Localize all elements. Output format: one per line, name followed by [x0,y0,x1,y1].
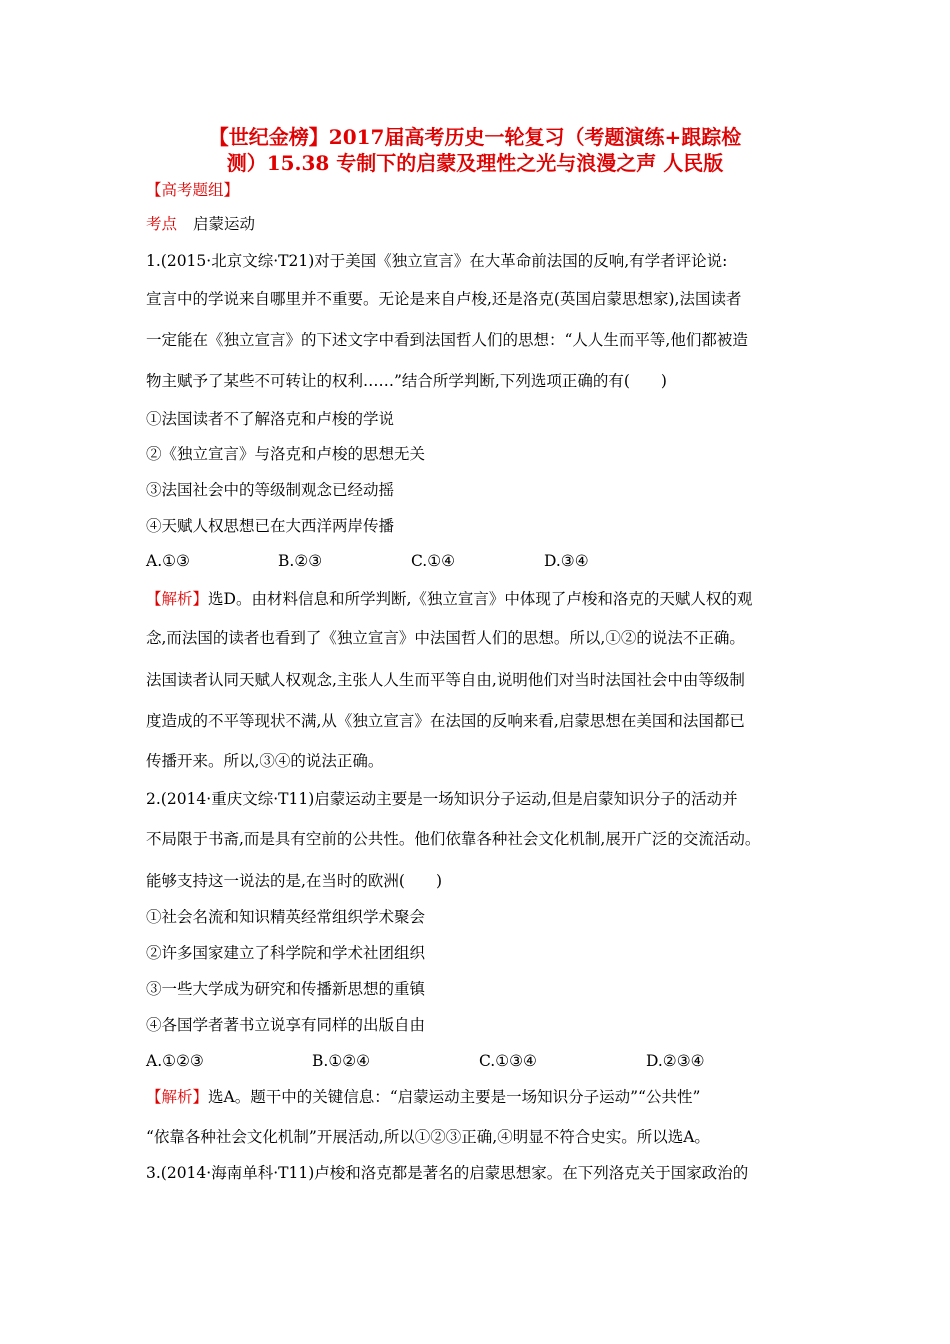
section-tag: 【高考题组】 [146,181,240,199]
q1-statement: ③法国社会中的等级制观念已经动摇 [146,481,395,499]
q1-analysis-text: 选D。由材料信息和所学判断,《独立宣言》中体现了卢梭和洛克的天赋人权的观 [208,590,753,608]
q2-analysis-line [146,1087,700,1107]
q2-statement: ④各国学者著书立说享有同样的出版自由 [146,1016,426,1034]
document-title-line-2: 测）15.38 专制下的启蒙及理性之光与浪漫之声 人民版 [226,151,724,175]
q2-analysis-line: “依靠各种社会文化机制”开展活动,所以①②③正确,④明显不符合史实。所以选A。 [146,1128,710,1146]
q1-analysis-tag: 【解析】 [146,590,209,608]
q2-option-a: A.①②③ [146,1052,204,1070]
document-title-line-1: 【世纪金榜】2017届高考历史一轮复习（考题演练+跟踪检 [208,125,742,149]
q2-statement: ①社会名流和知识精英经常组织学术聚会 [146,908,426,926]
q2-option-d: D.②③④ [646,1052,705,1070]
q2-analysis-text: 选A。题干中的关键信息：“启蒙运动主要是一场知识分子运动”“公共性” [208,1088,701,1106]
q1-stem-line: 宣言中的学说来自哪里并不重要。无论是来自卢梭,还是洛克(英国启蒙思想家),法国读者 [146,290,742,308]
q1-statement: ①法国读者不了解洛克和卢梭的学说 [146,410,395,428]
q1-analysis-line: 度造成的不平等现状不满,从《独立宣言》在法国的反响来看,启蒙思想在美国和法国都已 [146,712,745,730]
q1-option-b: B.②③ [278,552,323,570]
q2-analysis-tag: 【解析】 [146,1088,209,1106]
q3-stem-line: 3.(2014·海南单科·T11)卢梭和洛克都是著名的启蒙思想家。在下列洛克关于国家政治的 [146,1164,749,1182]
q2-option-b: B.①②④ [312,1052,371,1070]
q1-option-a: A.①③ [146,552,190,570]
q1-option-c: C.①④ [411,552,456,570]
q1-stem-line: 一定能在《独立宣言》的下述文字中看到法国哲人们的思想：“人人生而平等,他们都被造 [146,331,748,349]
q1-statement: ②《独立宣言》与洛克和卢梭的思想无关 [146,445,426,463]
q1-statement: ④天赋人权思想已在大西洋两岸传播 [146,517,395,535]
kaodian-row [146,214,255,234]
q2-statement: ②许多国家建立了科学院和学术社团组织 [146,944,426,962]
kaodian-value: 启蒙运动 [193,215,256,233]
q1-analysis-line: 传播开来。所以,③④的说法正确。 [146,752,384,770]
q2-stem-line: 不局限于书斋,而是具有空前的公共性。他们依靠各种社会文化机制,展开广泛的交流活动。 [146,830,761,848]
q2-stem-line: 能够支持这一说法的是,在当时的欧洲( ) [146,872,443,890]
q1-analysis-line: 念,而法国的读者也看到了《独立宣言》中法国哲人们的思想。所以,①②的说法不正确。 [146,629,745,647]
q1-stem-line: 1.(2015·北京文综·T21)对于美国《独立宣言》在大革命前法国的反响,有学者评论说: [146,252,728,270]
kaodian-label: 考点 [146,215,178,233]
q1-analysis-line [146,589,752,609]
q2-stem-line: 2.(2014·重庆文综·T11)启蒙运动主要是一场知识分子运动,但是启蒙知识分子的活动并 [146,790,738,808]
q1-stem-line: 物主赋予了某些不可转让的权利……”结合所学判断,下列选项正确的有( ) [146,372,667,390]
q1-analysis-line: 法国读者认同天赋人权观念,主张人人生而平等自由,说明他们对当时法国社会中由等级制 [146,671,745,689]
q2-option-c: C.①③④ [479,1052,537,1070]
q1-option-d: D.③④ [544,552,589,570]
q2-statement: ③一些大学成为研究和传播新思想的重镇 [146,980,426,998]
